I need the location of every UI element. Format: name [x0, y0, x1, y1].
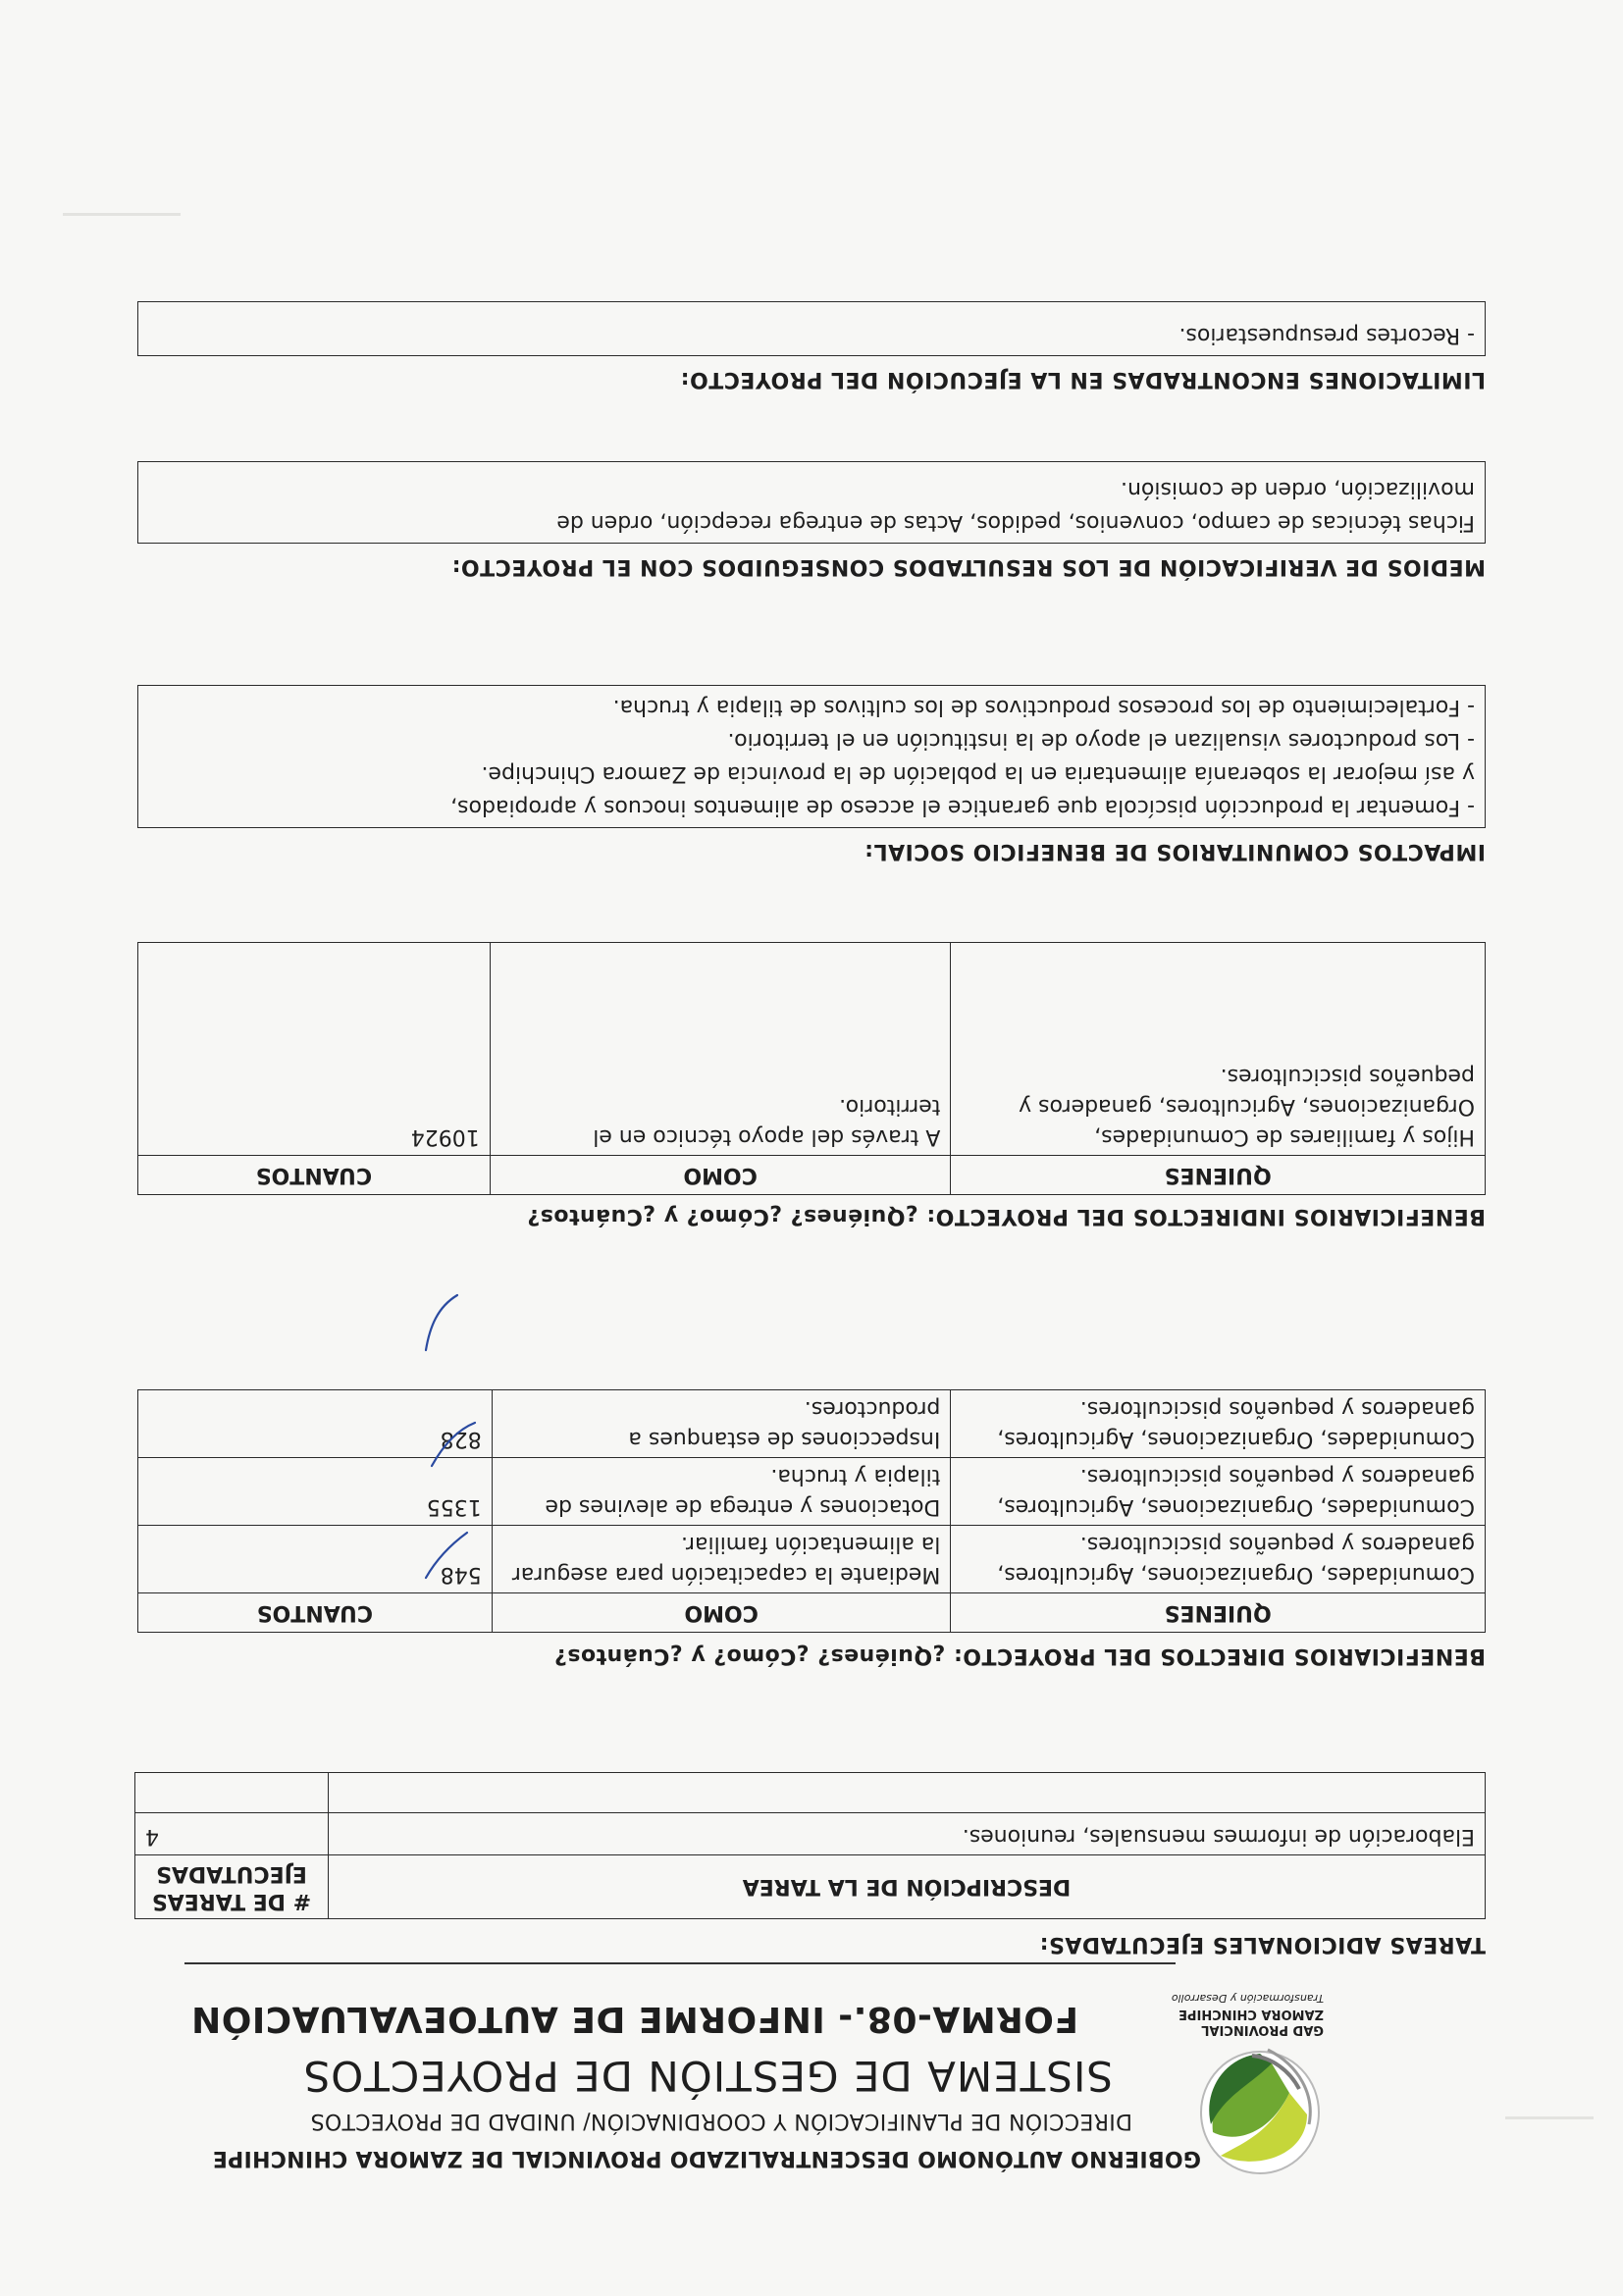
col-header-descripcion: DESCRIPCIÓN DE LA TAREA	[328, 1855, 1485, 1919]
impactos-line: - Fortalecimiento de los procesos productivos de los cultivos de tilapia y trucha.	[612, 695, 1475, 719]
scan-artifact	[1505, 2116, 1594, 2119]
cell-como: Inspecciones de estanques a productores.	[492, 1390, 951, 1458]
table-row	[135, 1773, 1486, 1813]
impactos-line: y así mejorar la soberanía alimentaria en la población de la provincia de Zamora Chinchipe.	[481, 761, 1475, 786]
table-row	[138, 1458, 1486, 1526]
logo-text-slogan: Transformación y Desarrollo	[1171, 1992, 1324, 2005]
medios-box	[137, 461, 1486, 544]
cuantos-value: 10924	[410, 1124, 480, 1149]
cuantos-value: 1355	[426, 1494, 482, 1519]
table-header-row	[138, 1156, 1486, 1195]
impactos-line: - Fomentar la producción piscícola que garantice el acceso de alimentos inocuos y apropiados,	[450, 795, 1475, 819]
medios-section-title: MEDIOS DE VERIFICACIÓN DE LOS RESULTADOS CONSEGUIDOS CON EL PROYECTO:	[451, 554, 1486, 579]
cell-numero	[135, 1773, 329, 1813]
cell-como: A través del apoyo técnico en el territorio.	[490, 943, 951, 1156]
indirectos-section-title: BENEFICIARIOS INDIRECTOS DEL PROYECTO: ¿Quiénes? ¿Cómo? y ¿Cuántos?	[527, 1204, 1486, 1228]
cuantos-value: 548	[440, 1562, 482, 1587]
col-header-como: COMO	[492, 1593, 951, 1633]
tareas-section-title: TAREAS ADICIONALES EJECUTADAS:	[1039, 1932, 1486, 1957]
limitaciones-box	[137, 301, 1486, 356]
col-header-numero-tareas: # DE TAREAS EJECUTADAS	[135, 1855, 329, 1919]
gad-logo	[1191, 2036, 1329, 2183]
header-divider	[184, 1962, 1176, 1964]
cell-quienes: Comunidades, Organizaciones, Agricultores, ganaderos y pequeños piscicultores.	[951, 1390, 1486, 1458]
medios-line: Fichas técnicas de campo, convenios, pedidos, Actas de entrega recepción, orden de	[556, 510, 1475, 535]
department-name: DIRECCIÓN DE PLANIFICACIÓN Y COORDINACIÓN/ UNIDAD DE PROYECTOS	[310, 2109, 1132, 2133]
cell-cuantos	[138, 943, 491, 1156]
table-row	[138, 943, 1486, 1156]
indirectos-table	[137, 942, 1486, 1195]
cell-descripcion	[328, 1773, 1485, 1813]
handwritten-check-icon	[426, 1411, 485, 1470]
directos-table	[137, 1389, 1486, 1633]
system-title: SISTEMA DE GESTIÓN DE PROYECTOS	[302, 2052, 1113, 2100]
cuantos-value: 828	[440, 1427, 482, 1451]
impactos-box	[137, 685, 1486, 828]
limitaciones-section-title: LIMITACIONES ENCONTRADAS EN LA EJECUCIÓN DEL PROYECTO:	[680, 367, 1486, 391]
col-header-cuantos: CUANTOS	[138, 1156, 491, 1195]
col-header-quienes: QUIENES	[951, 1593, 1486, 1633]
col-header-quienes: QUIENES	[951, 1156, 1486, 1195]
cell-como: Mediante la capacitación para asegurar la alimentación familiar.	[492, 1526, 951, 1593]
col-header-cuantos: CUANTOS	[138, 1593, 493, 1633]
cell-como: Dotaciones y entrega de alevines de tilapia y trucha.	[492, 1458, 951, 1526]
cell-numero: 4	[135, 1813, 329, 1855]
table-row	[135, 1813, 1486, 1855]
directos-section-title: BENEFICIARIOS DIRECTOS DEL PROYECTO: ¿Quiénes? ¿Cómo? y ¿Cuántos?	[553, 1644, 1486, 1668]
form-title: FORMA-08.- INFORME DE AUTOEVALUACIÓN	[190, 1999, 1078, 2039]
handwritten-check-icon	[416, 1525, 475, 1584]
table-header-row	[135, 1855, 1486, 1919]
cell-quienes: Comunidades, Organizaciones, Agricultores, ganaderos y pequeños piscicultores.	[951, 1526, 1486, 1593]
table-row	[138, 1526, 1486, 1593]
impactos-section-title: IMPACTOS COMUNITARIOS DE BENEFICIO SOCIAL:	[864, 839, 1486, 863]
cell-quienes: Comunidades, Organizaciones, Agricultores, ganaderos y pequeños piscicultores.	[951, 1458, 1486, 1526]
tareas-table	[134, 1772, 1486, 1919]
impactos-line: - Los productores visualizan el apoyo de la institución en el territorio.	[727, 728, 1475, 753]
table-header-row	[138, 1593, 1486, 1633]
logo-text-province: ZAMORA CHINCHIPE	[1178, 2007, 1324, 2021]
cell-descripcion: Elaboración de informes mensuales, reuniones.	[328, 1813, 1485, 1855]
limitaciones-line: - Recortes presupuestarios.	[1178, 323, 1475, 347]
cell-quienes: Hijos y familiares de Comunidades, Organizaciones, Agricultores, ganaderos y pequeños piscicultores.	[951, 943, 1486, 1156]
logo-text-gad: GAD PROVINCIAL	[1201, 2022, 1324, 2037]
institution-name: GOBIERNO AUTÓNOMO DESCENTRALIZADO PROVINCIAL DE ZAMORA CHINCHIPE	[212, 2146, 1201, 2170]
medios-line: movilización, orden de comisión.	[1121, 477, 1475, 501]
col-header-como: COMO	[490, 1156, 951, 1195]
table-row	[138, 1390, 1486, 1458]
handwritten-check-icon	[406, 1287, 465, 1356]
scan-artifact	[63, 213, 181, 216]
